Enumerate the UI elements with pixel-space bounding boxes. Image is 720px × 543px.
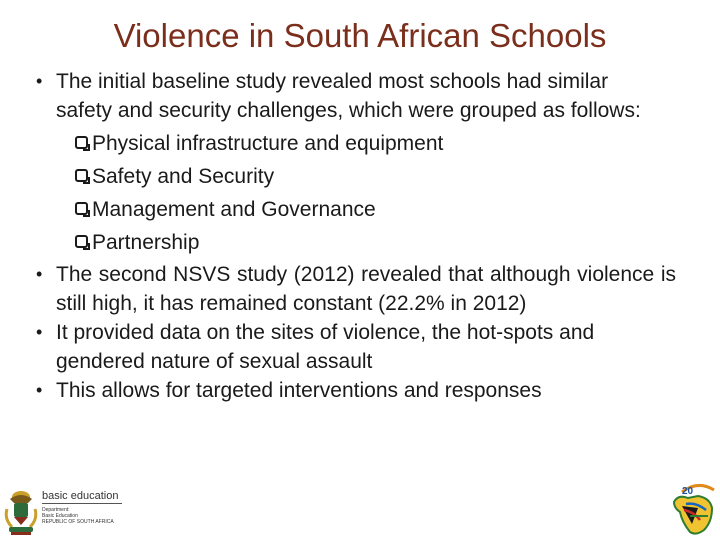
sub-bullet-item: [36, 195, 676, 224]
bullet-list: [36, 67, 676, 405]
bullet-text: It provided data on the sites of violence, the hot-spots and gendered nature of sexual assault: [56, 321, 595, 373]
bullet-text: This allows for targeted interventions and responses: [56, 379, 542, 402]
department-line: Basic Education: [42, 513, 78, 519]
checkbox-bullet-icon: [75, 235, 88, 248]
sub-bullet-item: [36, 129, 676, 158]
anniversary-logo-icon: [668, 472, 718, 538]
bullet-item: [36, 318, 676, 376]
department-line: REPUBLIC OF SOUTH AFRICA: [42, 519, 114, 525]
bullet-dot: •: [36, 380, 43, 400]
sub-bullet-text: Partnership: [92, 231, 200, 254]
anniversary-number: 20: [682, 486, 694, 497]
coat-of-arms-icon: [4, 489, 38, 537]
bullet-text: The second NSVS study (2012) revealed that although violence is still high, it has remained constant (22.2% in 2012): [56, 263, 676, 315]
department-line: Department:: [42, 507, 70, 513]
sub-bullet-text: Safety and Security: [92, 165, 275, 188]
divider: [42, 503, 122, 504]
bullet-item: [36, 260, 676, 318]
slide-title: Violence in South African Schools: [113, 17, 607, 54]
bullet-dot: •: [36, 264, 43, 284]
bullet-item: [36, 376, 676, 405]
sub-bullet-text: Physical infrastructure and equipment: [92, 132, 444, 155]
checkbox-bullet-icon: [75, 169, 88, 182]
bullet-dot: •: [36, 71, 43, 91]
department-name: basic education: [42, 490, 119, 502]
bullet-text: The initial baseline study revealed most schools had similar safety and security challenges, which were grouped as follows:: [56, 70, 641, 122]
bullet-dot: •: [36, 322, 43, 342]
department-text: [42, 491, 118, 525]
bullet-item: [36, 67, 676, 125]
checkbox-bullet-icon: [75, 136, 88, 149]
anniversary-logo: [668, 472, 718, 543]
sub-bullet-text: Management and Governance: [92, 198, 376, 221]
sub-bullet-item: [36, 162, 676, 191]
sub-bullet-item: [36, 228, 676, 257]
checkbox-bullet-icon: [75, 202, 88, 215]
department-logo: [4, 489, 134, 537]
